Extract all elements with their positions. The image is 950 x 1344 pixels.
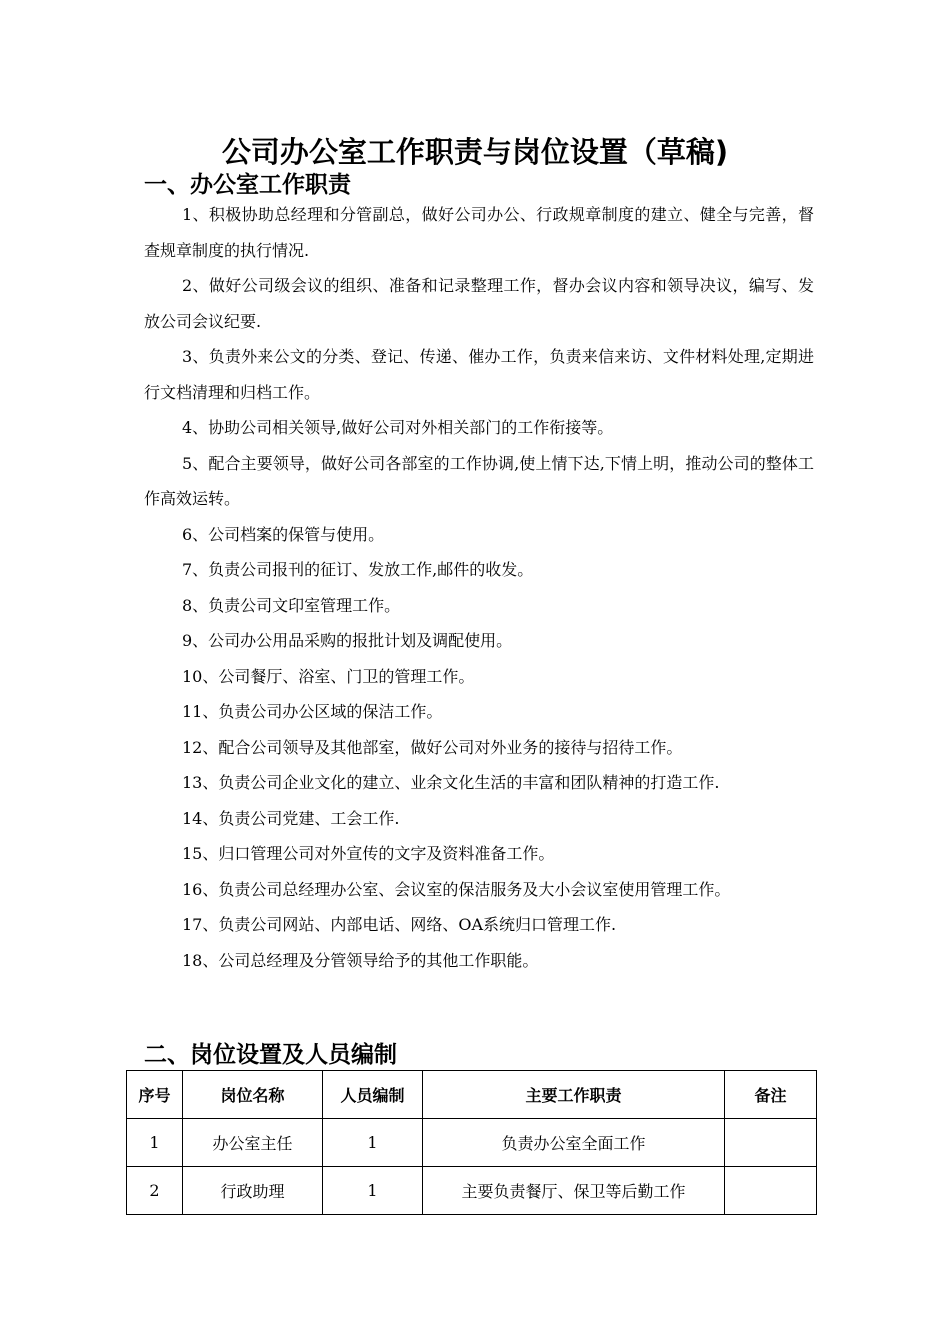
section-heading-duties: 一、办公室工作职责 [144, 172, 351, 198]
table-header-row [127, 1071, 817, 1119]
header-index: 序号 [127, 1071, 183, 1119]
duty-item: 1、积极协助总经理和分管副总，做好公司办公、行政规章制度的建立、健全与完善，督查规章制度的执行情况. [144, 205, 814, 260]
cell-position-name: 行政助理 [183, 1167, 323, 1215]
duty-item: 10、公司餐厅、浴室、门卫的管理工作。 [182, 666, 475, 686]
duty-item: 14、负责公司党建、工会工作. [182, 808, 400, 828]
cell-main-duties: 主要负责餐厅、保卫等后勤工作 [423, 1167, 725, 1215]
cell-index: 2 [127, 1167, 183, 1215]
header-headcount: 人员编制 [323, 1071, 423, 1119]
cell-position-name: 办公室主任 [183, 1119, 323, 1167]
table-row [127, 1167, 817, 1215]
cell-headcount: 1 [323, 1167, 423, 1215]
duty-item: 18、公司总经理及分管领导给予的其他工作职能。 [182, 950, 539, 970]
duty-list [144, 197, 814, 978]
duty-item: 5、配合主要领导，做好公司各部室的工作协调,使上情下达,下情上明，推动公司的整体工作高效运转。 [144, 453, 814, 508]
cell-remarks [725, 1167, 817, 1215]
duty-item: 6、公司档案的保管与使用。 [182, 524, 385, 544]
cell-remarks [725, 1119, 817, 1167]
header-main-duties: 主要工作职责 [423, 1071, 725, 1119]
duty-item: 12、配合公司领导及其他部室，做好公司对外业务的接待与招待工作。 [182, 737, 683, 757]
table-row [127, 1119, 817, 1167]
duty-item: 8、负责公司文印室管理工作。 [182, 595, 401, 615]
duty-item: 4、协助公司相关领导,做好公司对外相关部门的工作衔接等。 [182, 418, 614, 437]
cell-index: 1 [127, 1119, 183, 1167]
duty-item: 9、公司办公用品采购的报批计划及调配使用。 [182, 631, 513, 650]
duty-item: 7、负责公司报刊的征订、发放工作,邮件的收发。 [182, 560, 534, 579]
section-heading-positions: 二、岗位设置及人员编制 [144, 1042, 397, 1068]
duty-item: 17、负责公司网站、内部电话、网络、OA系统归口管理工作. [182, 915, 617, 934]
header-remarks: 备注 [725, 1071, 817, 1119]
duty-item: 2、做好公司级会议的组织、准备和记录整理工作，督办会议内容和领导决议，编写、发放公司会议纪要. [144, 276, 814, 331]
document-title: 公司办公室工作职责与岗位设置（草稿) [221, 135, 729, 169]
cell-headcount: 1 [323, 1119, 423, 1167]
cell-main-duties: 负责办公室全面工作 [423, 1119, 725, 1167]
duty-item: 13、负责公司企业文化的建立、业余文化生活的丰富和团队精神的打造工作. [182, 773, 720, 792]
duty-item: 11、负责公司办公区域的保洁工作。 [182, 702, 443, 721]
header-position-name: 岗位名称 [183, 1071, 323, 1119]
duty-item: 15、归口管理公司对外宣传的文字及资料准备工作。 [182, 844, 555, 863]
duty-item: 16、负责公司总经理办公室、会议室的保洁服务及大小会议室使用管理工作。 [182, 879, 731, 899]
staffing-table [126, 1070, 817, 1215]
duty-item: 3、负责外来公文的分类、登记、传递、催办工作，负责来信来访、文件材料处理,定期进行文档清理和归档工作。 [144, 347, 814, 402]
